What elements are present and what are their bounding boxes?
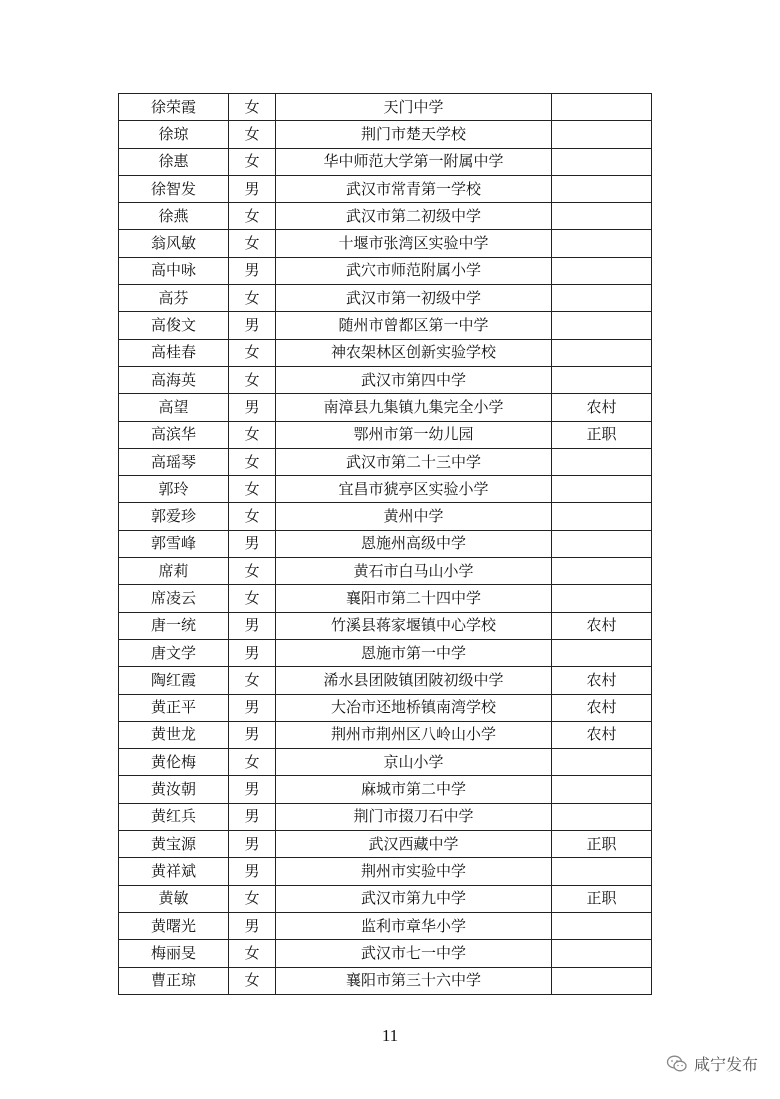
table-row bbox=[119, 612, 652, 639]
table-row bbox=[119, 831, 652, 858]
school-cell: 荆州市实验中学 bbox=[276, 858, 552, 885]
note-cell bbox=[552, 230, 652, 257]
school-cell: 荆门市掇刀石中学 bbox=[276, 803, 552, 830]
name-cell: 高桂春 bbox=[119, 339, 229, 366]
note-cell: 农村 bbox=[552, 612, 652, 639]
name-cell: 黄祥斌 bbox=[119, 858, 229, 885]
table-row bbox=[119, 476, 652, 503]
note-cell bbox=[552, 803, 652, 830]
school-cell: 襄阳市第三十六中学 bbox=[276, 967, 552, 994]
name-cell: 徐荣霞 bbox=[119, 94, 229, 121]
gender-cell: 女 bbox=[229, 885, 276, 912]
name-cell: 高瑶琴 bbox=[119, 448, 229, 475]
school-cell: 武汉市第四中学 bbox=[276, 366, 552, 393]
note-cell bbox=[552, 366, 652, 393]
note-cell bbox=[552, 285, 652, 312]
note-cell bbox=[552, 558, 652, 585]
table-row bbox=[119, 394, 652, 421]
note-cell bbox=[552, 858, 652, 885]
school-cell: 武汉市第九中学 bbox=[276, 885, 552, 912]
table-row bbox=[119, 94, 652, 121]
table-row bbox=[119, 121, 652, 148]
name-cell: 陶红霞 bbox=[119, 667, 229, 694]
name-cell: 唐一统 bbox=[119, 612, 229, 639]
note-cell bbox=[552, 257, 652, 284]
table-row bbox=[119, 148, 652, 175]
school-cell: 荆门市楚天学校 bbox=[276, 121, 552, 148]
note-cell bbox=[552, 312, 652, 339]
note-cell bbox=[552, 912, 652, 939]
note-cell bbox=[552, 639, 652, 666]
name-cell: 唐文学 bbox=[119, 639, 229, 666]
table-row bbox=[119, 885, 652, 912]
school-cell: 武穴市师范附属小学 bbox=[276, 257, 552, 284]
school-cell: 武汉西藏中学 bbox=[276, 831, 552, 858]
gender-cell: 女 bbox=[229, 503, 276, 530]
table-row bbox=[119, 940, 652, 967]
school-cell: 荆州市荆州区八岭山小学 bbox=[276, 721, 552, 748]
note-cell bbox=[552, 776, 652, 803]
table-row bbox=[119, 285, 652, 312]
gender-cell: 女 bbox=[229, 967, 276, 994]
note-cell bbox=[552, 121, 652, 148]
gender-cell: 男 bbox=[229, 639, 276, 666]
note-cell: 正职 bbox=[552, 885, 652, 912]
name-cell: 徐琼 bbox=[119, 121, 229, 148]
table-row bbox=[119, 448, 652, 475]
gender-cell: 男 bbox=[229, 257, 276, 284]
note-cell bbox=[552, 530, 652, 557]
table-row bbox=[119, 203, 652, 230]
school-cell: 南漳县九集镇九集完全小学 bbox=[276, 394, 552, 421]
watermark bbox=[666, 1052, 758, 1075]
gender-cell: 男 bbox=[229, 803, 276, 830]
name-cell: 高滨华 bbox=[119, 421, 229, 448]
table-row bbox=[119, 585, 652, 612]
gender-cell: 男 bbox=[229, 721, 276, 748]
name-cell: 黄汝朝 bbox=[119, 776, 229, 803]
note-cell: 农村 bbox=[552, 667, 652, 694]
gender-cell: 男 bbox=[229, 776, 276, 803]
note-cell bbox=[552, 967, 652, 994]
gender-cell: 男 bbox=[229, 912, 276, 939]
note-cell: 农村 bbox=[552, 694, 652, 721]
table-row bbox=[119, 366, 652, 393]
note-cell: 农村 bbox=[552, 394, 652, 421]
roster-table-body bbox=[119, 94, 652, 995]
note-cell bbox=[552, 448, 652, 475]
name-cell: 徐燕 bbox=[119, 203, 229, 230]
gender-cell: 女 bbox=[229, 94, 276, 121]
table-row bbox=[119, 858, 652, 885]
table-row bbox=[119, 257, 652, 284]
table-row bbox=[119, 339, 652, 366]
school-cell: 武汉市常青第一学校 bbox=[276, 175, 552, 202]
table-row bbox=[119, 667, 652, 694]
gender-cell: 男 bbox=[229, 530, 276, 557]
table-row bbox=[119, 230, 652, 257]
name-cell: 徐智发 bbox=[119, 175, 229, 202]
table-row bbox=[119, 558, 652, 585]
school-cell: 随州市曾都区第一中学 bbox=[276, 312, 552, 339]
gender-cell: 女 bbox=[229, 121, 276, 148]
note-cell bbox=[552, 476, 652, 503]
gender-cell: 女 bbox=[229, 558, 276, 585]
school-cell: 恩施州高级中学 bbox=[276, 530, 552, 557]
note-cell bbox=[552, 503, 652, 530]
school-cell: 监利市章华小学 bbox=[276, 912, 552, 939]
school-cell: 武汉市第一初级中学 bbox=[276, 285, 552, 312]
gender-cell: 女 bbox=[229, 203, 276, 230]
note-cell: 正职 bbox=[552, 831, 652, 858]
school-cell: 天门中学 bbox=[276, 94, 552, 121]
name-cell: 高望 bbox=[119, 394, 229, 421]
name-cell: 高中咏 bbox=[119, 257, 229, 284]
name-cell: 黄世龙 bbox=[119, 721, 229, 748]
name-cell: 黄敏 bbox=[119, 885, 229, 912]
gender-cell: 男 bbox=[229, 831, 276, 858]
gender-cell: 男 bbox=[229, 394, 276, 421]
name-cell: 高海英 bbox=[119, 366, 229, 393]
school-cell: 神农架林区创新实验学校 bbox=[276, 339, 552, 366]
note-cell bbox=[552, 585, 652, 612]
school-cell: 襄阳市第二十四中学 bbox=[276, 585, 552, 612]
school-cell: 宜昌市猇亭区实验小学 bbox=[276, 476, 552, 503]
gender-cell: 女 bbox=[229, 421, 276, 448]
name-cell: 梅丽旻 bbox=[119, 940, 229, 967]
name-cell: 黄红兵 bbox=[119, 803, 229, 830]
gender-cell: 女 bbox=[229, 940, 276, 967]
table-row bbox=[119, 639, 652, 666]
note-cell bbox=[552, 940, 652, 967]
wechat-icon bbox=[666, 1054, 688, 1074]
note-cell bbox=[552, 749, 652, 776]
school-cell: 武汉市第二十三中学 bbox=[276, 448, 552, 475]
note-cell bbox=[552, 203, 652, 230]
name-cell: 郭玲 bbox=[119, 476, 229, 503]
school-cell: 恩施市第一中学 bbox=[276, 639, 552, 666]
name-cell: 黄伦梅 bbox=[119, 749, 229, 776]
name-cell: 高芬 bbox=[119, 285, 229, 312]
school-cell: 竹溪县蒋家堰镇中心学校 bbox=[276, 612, 552, 639]
note-cell: 农村 bbox=[552, 721, 652, 748]
note-cell bbox=[552, 148, 652, 175]
note-cell bbox=[552, 94, 652, 121]
gender-cell: 女 bbox=[229, 448, 276, 475]
gender-cell: 女 bbox=[229, 667, 276, 694]
gender-cell: 女 bbox=[229, 285, 276, 312]
gender-cell: 女 bbox=[229, 585, 276, 612]
name-cell: 曹正琼 bbox=[119, 967, 229, 994]
name-cell: 席莉 bbox=[119, 558, 229, 585]
name-cell: 郭雪峰 bbox=[119, 530, 229, 557]
name-cell: 徐惠 bbox=[119, 148, 229, 175]
gender-cell: 女 bbox=[229, 148, 276, 175]
name-cell: 黄宝源 bbox=[119, 831, 229, 858]
name-cell: 翁风敏 bbox=[119, 230, 229, 257]
school-cell: 黄州中学 bbox=[276, 503, 552, 530]
gender-cell: 男 bbox=[229, 858, 276, 885]
table-row bbox=[119, 175, 652, 202]
gender-cell: 男 bbox=[229, 612, 276, 639]
table-row bbox=[119, 721, 652, 748]
school-cell: 华中师范大学第一附属中学 bbox=[276, 148, 552, 175]
gender-cell: 女 bbox=[229, 339, 276, 366]
school-cell: 麻城市第二中学 bbox=[276, 776, 552, 803]
school-cell: 武汉市第二初级中学 bbox=[276, 203, 552, 230]
school-cell: 黄石市白马山小学 bbox=[276, 558, 552, 585]
school-cell: 武汉市七一中学 bbox=[276, 940, 552, 967]
name-cell: 黄正平 bbox=[119, 694, 229, 721]
gender-cell: 女 bbox=[229, 749, 276, 776]
gender-cell: 女 bbox=[229, 476, 276, 503]
table-row bbox=[119, 749, 652, 776]
gender-cell: 男 bbox=[229, 175, 276, 202]
table-row bbox=[119, 312, 652, 339]
note-cell: 正职 bbox=[552, 421, 652, 448]
name-cell: 席凌云 bbox=[119, 585, 229, 612]
table-row bbox=[119, 803, 652, 830]
school-cell: 浠水县团陂镇团陂初级中学 bbox=[276, 667, 552, 694]
name-cell: 黄曙光 bbox=[119, 912, 229, 939]
note-cell bbox=[552, 339, 652, 366]
school-cell: 鄂州市第一幼儿园 bbox=[276, 421, 552, 448]
gender-cell: 女 bbox=[229, 366, 276, 393]
table-row bbox=[119, 503, 652, 530]
table-row bbox=[119, 530, 652, 557]
name-cell: 高俊文 bbox=[119, 312, 229, 339]
table-row bbox=[119, 967, 652, 994]
table-row bbox=[119, 694, 652, 721]
gender-cell: 女 bbox=[229, 230, 276, 257]
table-row bbox=[119, 912, 652, 939]
name-cell: 郭爱珍 bbox=[119, 503, 229, 530]
watermark-label: 咸宁发布 bbox=[693, 1055, 758, 1074]
school-cell: 大冶市还地桥镇南湾学校 bbox=[276, 694, 552, 721]
roster-table bbox=[118, 93, 652, 995]
note-cell bbox=[552, 175, 652, 202]
school-cell: 京山小学 bbox=[276, 749, 552, 776]
gender-cell: 男 bbox=[229, 694, 276, 721]
page-number: 11 bbox=[381, 1026, 399, 1045]
table-row bbox=[119, 421, 652, 448]
gender-cell: 男 bbox=[229, 312, 276, 339]
table-row bbox=[119, 776, 652, 803]
school-cell: 十堰市张湾区实验中学 bbox=[276, 230, 552, 257]
